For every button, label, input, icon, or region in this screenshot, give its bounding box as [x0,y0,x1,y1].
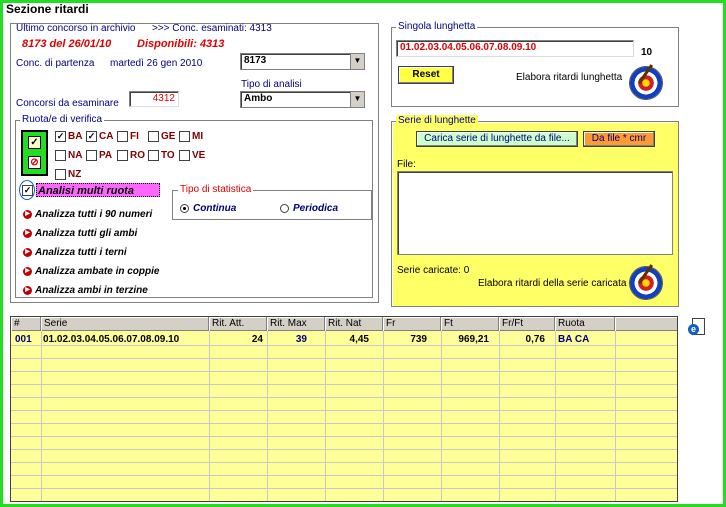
concorsi-label: Concorsi da esaminare [16,98,119,109]
ruota-label-ba: BA [68,131,83,142]
grid-column-line [41,331,42,502]
ruota-label-na: NA [68,150,83,161]
cell-ruota: BA CA [558,334,590,345]
cell-ft: 969,21 [458,334,489,345]
select-all-icon[interactable]: ✓ [28,136,41,149]
tipo-analisi-label: Tipo di analisi [241,79,302,90]
disponibili-value: Disponibili: 4313 [137,38,225,50]
radio-continua-label: Continua [193,203,237,214]
conc-partenza-select[interactable] [240,53,365,70]
cell-rit-att: 24 [251,334,263,345]
grid-column-line [325,331,326,502]
ruota-checkbox-na[interactable] [55,150,66,161]
cell-rit-nat: 4,45 [349,334,369,345]
ultimo-concorso-value: 8173 del 26/01/10 [22,38,112,50]
cell-fr: 739 [410,334,427,345]
target-icon[interactable] [629,266,663,300]
play-icon: ▶ [23,229,32,238]
play-icon: ▶ [23,267,32,276]
action-ambate-coppie[interactable]: ▶ Analizza ambate in coppie [23,266,159,277]
chevron-down-icon[interactable]: ▼ [350,54,364,69]
file-label: File: [397,159,416,170]
multi-ruota-label[interactable]: Analisi multi ruota [36,183,160,197]
ruota-checkbox-nz[interactable] [55,169,66,180]
ruota-checkbox-pa[interactable] [86,150,97,161]
ruote-toggle-group [21,130,48,176]
cell-serie: 01.02.03.04.05.06.07.08.09.10 [43,334,180,345]
play-icon: ▶ [23,286,32,295]
ruota-label-nz: NZ [68,169,82,180]
grid-row-line [11,488,677,489]
export-icon[interactable]: e [688,318,706,340]
grid-row-line [11,423,677,424]
ruota-label-pa: PA [99,150,113,161]
serie-legend: Serie di lunghette [398,115,476,126]
ruota-checkbox-ve[interactable] [179,150,190,161]
target-icon[interactable] [629,66,663,100]
ruota-label-ve: VE [192,150,206,161]
column-header-num[interactable]: # [11,317,41,331]
concorsi-input[interactable]: 4312 [129,91,179,107]
grid-row-line [11,410,677,411]
statistica-legend: Tipo di statistica [180,184,252,195]
action-analizza-ambi[interactable]: ▶ Analizza tutti gli ambi [23,228,137,239]
grid-row-line [11,462,677,463]
column-header-frft[interactable]: Fr/Ft [499,317,555,331]
ruote-legend: Ruota/e di verifica [22,114,103,125]
grid-row-line [11,371,677,372]
conc-partenza-date: martedì 26 gen 2010 [110,58,203,69]
grid-column-line [555,331,556,502]
file-list[interactable] [397,171,673,255]
da-file-button[interactable]: Da file * cmr [583,131,655,147]
grid-column-line [615,331,616,502]
lunghetta-input[interactable]: 01.02.03.04.05.06.07.08.09.10 [396,40,634,57]
singola-legend: Singola lunghetta [398,21,476,32]
grid-column-line [499,331,500,502]
lunghetta-count: 10 [641,47,653,58]
column-header-fr[interactable]: Fr [383,317,441,331]
conc-partenza-value: 8173 [244,55,267,66]
cell-num: 001 [15,334,32,345]
ruota-checkbox-ba[interactable]: ✓ [56,131,65,141]
column-header-empty [615,317,678,331]
carica-serie-button[interactable]: Carica serie di lunghette da file... [416,131,578,147]
action-analizza-90[interactable]: ▶ Analizza tutti i 90 numeri [23,209,152,220]
grid-row-line [11,449,677,450]
column-header-ruota[interactable]: Ruota [555,317,615,331]
column-header-rit-nat[interactable]: Rit. Nat [325,317,383,331]
reset-button[interactable]: Reset [398,66,454,84]
chevron-down-icon[interactable]: ▼ [350,92,364,107]
grid-row-line [11,436,677,437]
grid-row-line [11,384,677,385]
grid-column-line [383,331,384,502]
cell-frft: 0,76 [525,334,545,345]
grid-row-line [11,358,677,359]
radio-periodica[interactable] [280,204,289,213]
serie-caricate-label: Serie caricate: 0 [397,265,470,276]
elabora-serie-label: Elabora ritardi della serie caricata [478,278,627,289]
page-title: Sezione ritardi [6,2,89,16]
ruota-label-mi: MI [192,131,204,142]
ruota-checkbox-ge[interactable] [148,131,159,142]
grid-row-line [11,397,677,398]
ruota-checkbox-ca[interactable]: ✓ [87,131,96,141]
column-header-ft[interactable]: Ft [441,317,499,331]
tipo-analisi-value: Ambo [244,93,273,104]
ruota-label-ca: CA [99,131,114,142]
deselect-all-icon[interactable]: ⊘ [28,156,41,169]
ruota-label-ge: GE [161,131,176,142]
grid-column-line [441,331,442,502]
multi-ruota-checkbox[interactable]: ✓ [23,185,32,195]
grid-column-line [209,331,210,502]
column-header-serie[interactable]: Serie [41,317,209,331]
ruota-checkbox-fi[interactable] [117,131,128,142]
play-icon: ▶ [23,210,32,219]
grid-row-line [11,475,677,476]
radio-continua[interactable] [180,204,189,213]
action-analizza-terni[interactable]: ▶ Analizza tutti i terni [23,247,127,258]
ruota-label-fi: FI [130,131,139,142]
conc-partenza-label: Conc. di partenza [16,58,95,69]
ruota-checkbox-mi[interactable] [179,131,190,142]
ruota-checkbox-to[interactable] [148,150,159,161]
conc-esaminati-label: >>> Conc. esaminati: 4313 [152,23,272,34]
play-icon: ▶ [23,248,32,257]
ruota-checkbox-ro[interactable] [117,150,128,161]
ultimo-concorso-label: Ultimo concorso in archivio [16,23,136,34]
ruota-label-ro: RO [130,150,145,161]
results-table[interactable] [10,316,678,502]
tipo-analisi-select[interactable] [240,91,365,108]
grid-column-line [267,331,268,502]
column-header-rit-max[interactable]: Rit. Max [267,317,325,331]
action-ambi-terzine[interactable]: ▶ Analizza ambi in terzine [23,285,148,296]
cell-rit-max: 39 [295,334,307,345]
column-header-rit-att[interactable]: Rit. Att. [209,317,267,331]
table-header [11,317,677,331]
radio-periodica-label: Periodica [293,203,339,214]
grid-row-line [11,501,677,502]
ruota-label-to: TO [161,150,175,161]
elabora-lunghetta-label: Elabora ritardi lunghetta [516,72,623,83]
